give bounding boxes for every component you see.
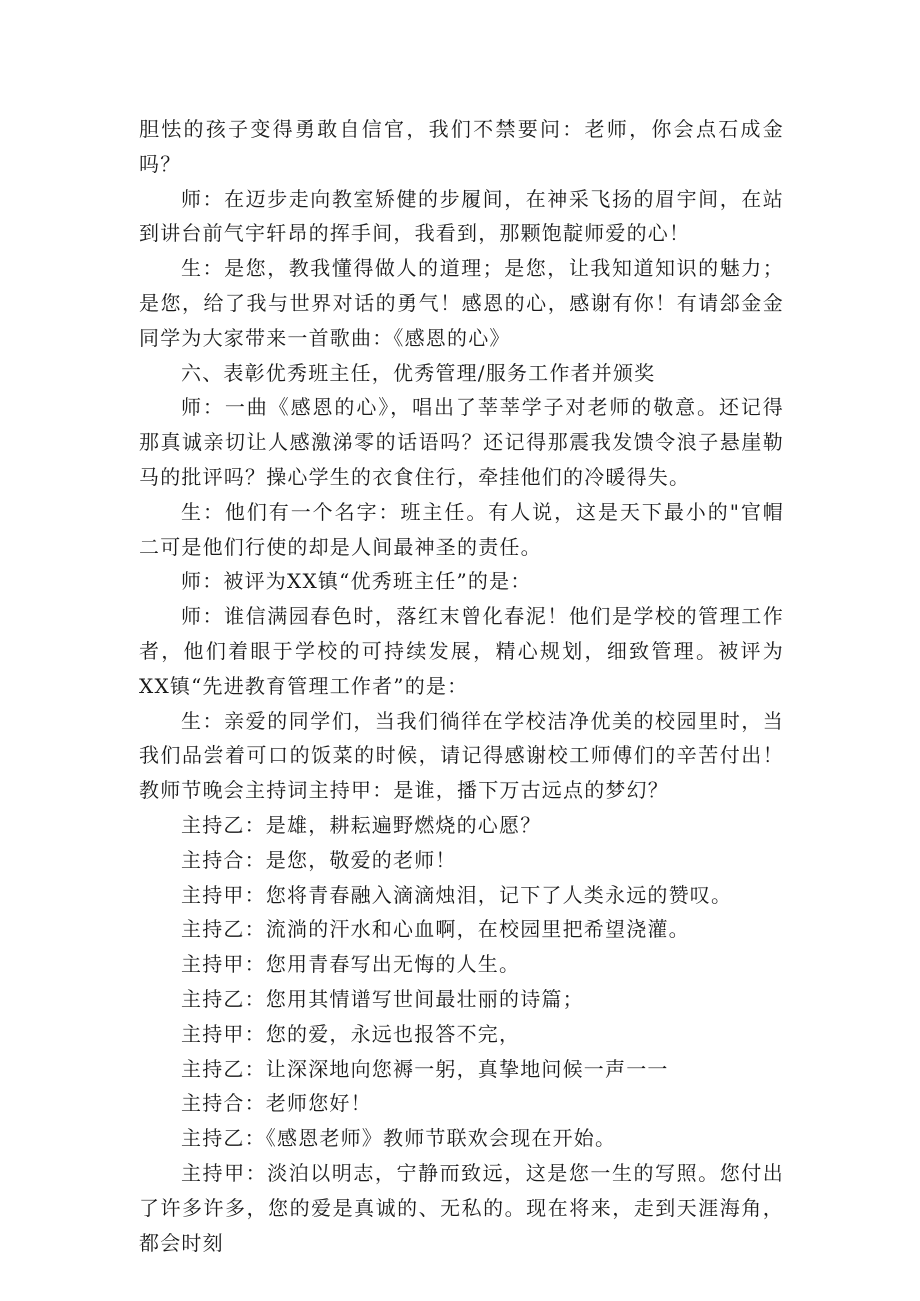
dialogue-line: 主持乙：您用其情谱写世间最壮丽的诗篇； bbox=[181, 986, 584, 1011]
paragraph: 生：他们有一个名字：班主任。有人说，这是天下最小的"官帽二可是他们行使的却是人间最神圣的责任。 bbox=[139, 499, 784, 559]
dialogue-line: 主持甲：您的爱，永远也报答不完， bbox=[181, 1021, 521, 1046]
document-body bbox=[139, 112, 784, 1260]
dialogue-line: 主持乙：是雄，耕耘遍野燃烧的心愿？ bbox=[181, 812, 542, 837]
paragraph: 生：是您，教我懂得做人的道理；是您，让我知道知识的魅力；是您，给了我与世界对话的勇气！感恩的心，感谢有你！有请郐金金同学为大家带来一首歌曲：《感恩的心》 bbox=[139, 256, 784, 350]
dialogue-line: 主持合：老师您好！ bbox=[181, 1091, 372, 1116]
dialogue-line: 主持乙：流淌的汗水和心血啊，在校园里把希望浇灌。 bbox=[181, 917, 690, 942]
dialogue-line: 主持甲：您用青春写出无悔的人生。 bbox=[181, 952, 521, 977]
dialogue-line: 主持甲：您将青春融入滴滴烛泪，记下了人类永远的赞叹。 bbox=[181, 882, 733, 907]
dialogue-line: 主持合：是您，敬爱的老师！ bbox=[181, 847, 457, 872]
section-heading: 六、表彰优秀班主任，优秀管理/服务工作者并颁奖 bbox=[181, 360, 656, 385]
paragraph: 师：谁信满园春色时，落红末曾化春泥！他们是学校的管理工作者，他们着眼于学校的可持续发展，精心规划，细致管理。被评为XX镇“先进教育管理工作者”的是： bbox=[139, 604, 784, 698]
paragraph: 主持甲：淡泊以明志，宁静而致远，这是您一生的写照。您付出了许多许多，您的爱是真诚的、无私的。现在将来，走到天涯海角，都会时刻 bbox=[139, 1160, 784, 1255]
paragraph: 师：一曲《感恩的心》，唱出了莘莘学子对老师的敬意。还记得那真诚亲切让人感激涕零的话语吗？还记得那震我发馈令浪子悬崖勒马的批评吗？操心学生的衣食住行，牵挂他们的冷暖得失。 bbox=[139, 395, 784, 489]
paragraph: 生：亲爱的同学们，当我们徜徉在学校洁净优美的校园里时，当我们品尝着可口的饭菜的时候，请记得感谢校工师傅们的辛苦付出！教师节晚会主持词主持甲：是谁，播下万古远点的梦幻？ bbox=[139, 708, 784, 803]
paragraph: 师：在迈步走向教室矫健的步履间，在神采飞扬的眉宇间，在站到讲台前气宇轩昂的挥手间，我看到，那颗饱靛师爱的心！ bbox=[139, 186, 784, 246]
paragraph: 胆怯的孩子变得勇敢自信官，我们不禁要问：老师，你会点石成金吗？ bbox=[139, 117, 784, 176]
paragraph: 师：被评为XX镇“优秀班主任”的是： bbox=[181, 569, 532, 594]
dialogue-line: 主持乙：让深深地向您褥一躬，真挚地问候一声一一 bbox=[181, 1056, 669, 1081]
dialogue-line: 主持乙：《感恩老师》教师节联欢会现在开始。 bbox=[181, 1126, 617, 1151]
